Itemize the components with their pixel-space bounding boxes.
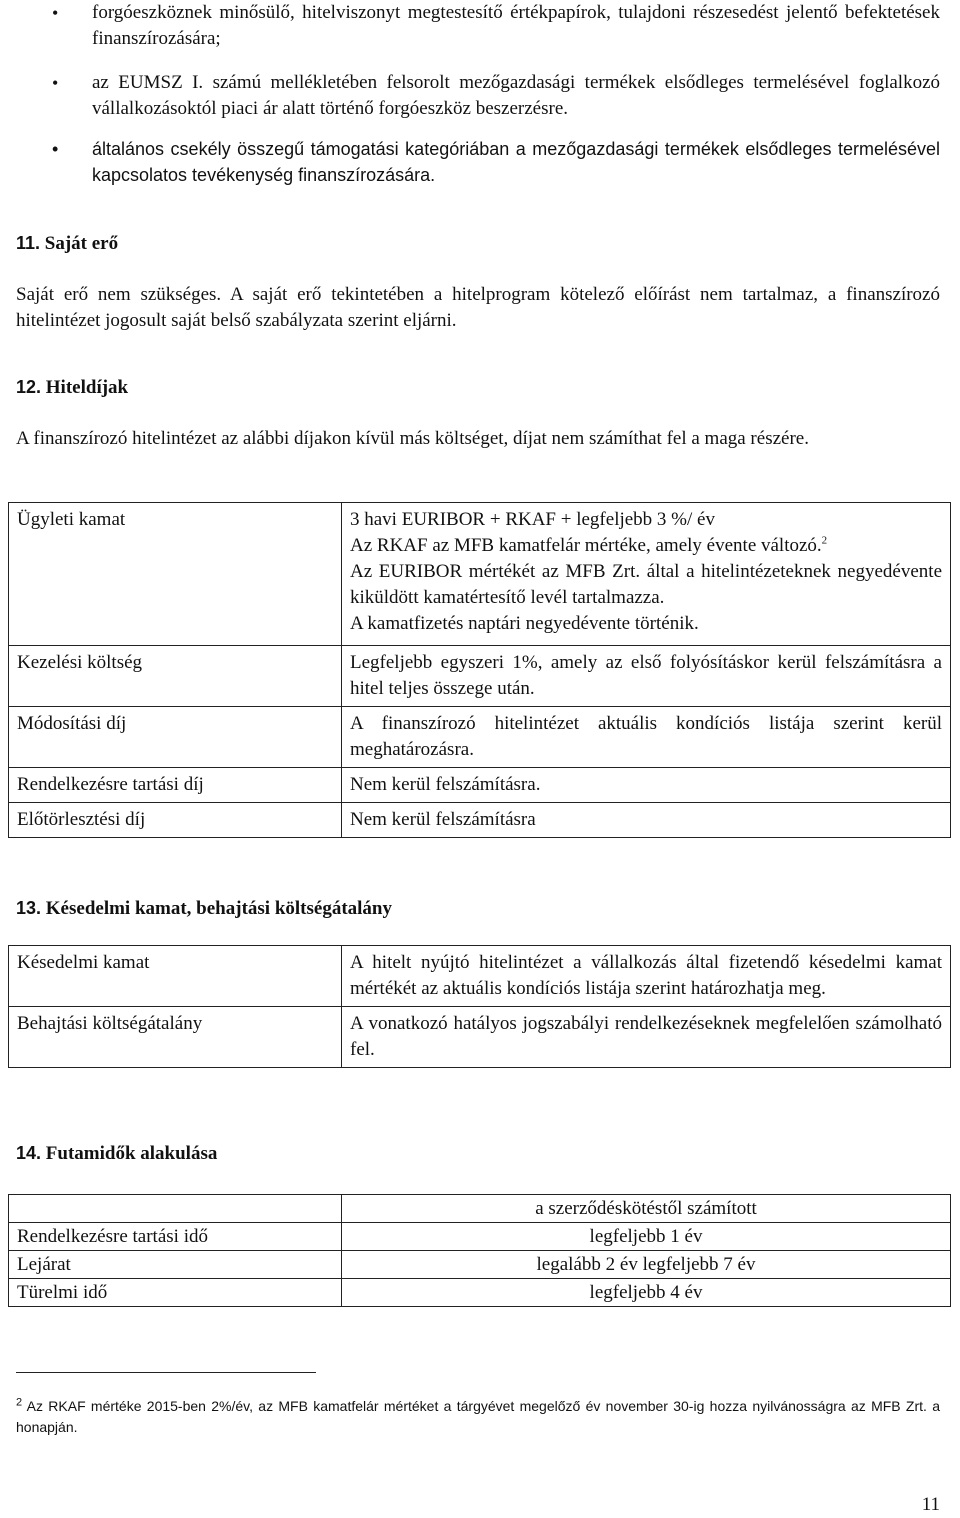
- footnote-text: Az RKAF mértéke 2015-ben 2%/év, az MFB kamatfelár mértéket a tárgyévet megelőző év november 30-ig hozza nyilvánosságra az MFB Zrt. a honapján.: [16, 1398, 940, 1435]
- fee-label: Rendelkezésre tartási díj: [9, 768, 342, 803]
- table-row: [9, 707, 951, 768]
- own-funds-rest: A saját erő tekintetében a hitelprogram kötelező előírást nem tartalmaz, a finanszírozó hitelintézet jogosult saját belső szabályzata szerint eljárni.: [16, 284, 940, 331]
- list-item: • az EUMSZ I. számú mellékletében felsorolt mezőgazdasági termékek elsődleges termelésével foglalkozó vállalkozásoktól piaci ár alatt történő forgóeszköz beszerzésre.: [40, 70, 940, 122]
- row-value: A hitelt nyújtó hitelintézet a vállalkozás által fizetendő késedelmi kamat mértékét az aktuális kondíciós listája szerint határozhatja meg.: [342, 946, 951, 1007]
- fee-label: Ügyleti kamat: [9, 503, 342, 646]
- row-value: legfeljebb 1 év: [342, 1223, 951, 1251]
- row-label: Rendelkezésre tartási idő: [9, 1223, 342, 1251]
- footnote-divider: [16, 1372, 316, 1373]
- row-value: legalább 2 év legfeljebb 7 év: [342, 1251, 951, 1279]
- row-label: Behajtási költségátalány: [9, 1007, 342, 1068]
- list-item: • általános csekély összegű támogatási kategóriában a mezőgazdasági termékek elsődleges termelésével kapcsolatos tevékenység finanszírozására.: [40, 136, 940, 188]
- fee-value: Nem kerül felszámításra: [342, 803, 951, 838]
- row-value: legfeljebb 4 év: [342, 1279, 951, 1307]
- table-row: [9, 646, 951, 707]
- table-row: [9, 803, 951, 838]
- fee-label: Kezelési költség: [9, 646, 342, 707]
- section-number: 14.: [16, 1143, 42, 1163]
- row-value: A vonatkozó hatályos jogszabályi rendelkezéseknek megfelelően számolható fel.: [342, 1007, 951, 1068]
- section-13-heading: [16, 895, 392, 922]
- table-row: [9, 1007, 951, 1068]
- section-11-text: [16, 282, 940, 334]
- table-row: [9, 503, 951, 646]
- row-label: [9, 1195, 342, 1223]
- section-title: Késedelmi kamat, behajtási költségátalány: [45, 898, 392, 919]
- section-number: 13.: [16, 898, 42, 918]
- section-title: Saját erő: [44, 233, 119, 254]
- row-label: Lejárat: [9, 1251, 342, 1279]
- footnote-ref: 2: [821, 534, 828, 547]
- section-12-heading: [16, 374, 128, 401]
- fee-line: 3 havi EURIBOR + RKAF + legfeljebb 3 %/ év: [350, 509, 715, 530]
- section-number: 12.: [16, 377, 42, 397]
- fee-label: Módosítási díj: [9, 707, 342, 768]
- table-row: [9, 1279, 951, 1307]
- fee-line: A kamatfizetés naptári negyedévente történik.: [350, 613, 699, 634]
- column-header: a szerződéskötéstől számított: [342, 1195, 951, 1223]
- table-row: [9, 1251, 951, 1279]
- section-14-heading: [16, 1140, 217, 1167]
- list-item: • forgóeszköznek minősülő, hitelviszonyt megtestesítő értékpapírok, tulajdoni részesedést jelentő befektetések finanszírozására;: [40, 0, 940, 52]
- fees-table: [8, 502, 951, 838]
- table-row: [9, 1195, 951, 1223]
- maturity-table: [8, 1194, 951, 1307]
- section-12-intro: A finanszírozó hitelintézet az alábbi díjakon kívül más költséget, díjat nem számíthat fel a maga részére.: [16, 428, 809, 449]
- row-label: Türelmi idő: [9, 1279, 342, 1307]
- fee-value: A finanszírozó hitelintézet aktuális kondíciós listája szerint kerül meghatározásra.: [342, 707, 951, 768]
- section-title: Hiteldíjak: [45, 377, 129, 398]
- exclusion-list: [40, 0, 940, 188]
- table-row: [9, 946, 951, 1007]
- section-number: 11.: [16, 233, 41, 253]
- table-row: [9, 1223, 951, 1251]
- section-title: Futamidők alakulása: [45, 1143, 218, 1164]
- footnote: [16, 1396, 940, 1438]
- fee-line: Az EURIBOR mértékét az MFB Zrt. által a hitelintézeteknek negyedévente kiküldött kamatértesítő levél tartalmazza.: [350, 561, 942, 608]
- fee-label: Előtörlesztési díj: [9, 803, 342, 838]
- page-number: 11: [921, 1494, 940, 1515]
- footnote-mark: 2: [16, 1396, 23, 1409]
- late-interest-table: [8, 945, 951, 1068]
- section-11-heading: [16, 230, 118, 257]
- table-row: [9, 768, 951, 803]
- fee-line: Az RKAF az MFB kamatfelár mértéke, amely évente változó.$^2$: [350, 534, 828, 556]
- fee-value: Nem kerül felszámításra.: [342, 768, 951, 803]
- fee-value: [342, 503, 951, 646]
- own-funds-lead: Saját erő nem szükséges.: [16, 284, 222, 305]
- fee-value: Legfeljebb egyszeri 1%, amely az első folyósításkor kerül felszámításra a hitel teljes összege után.: [342, 646, 951, 707]
- row-label: Késedelmi kamat: [9, 946, 342, 1007]
